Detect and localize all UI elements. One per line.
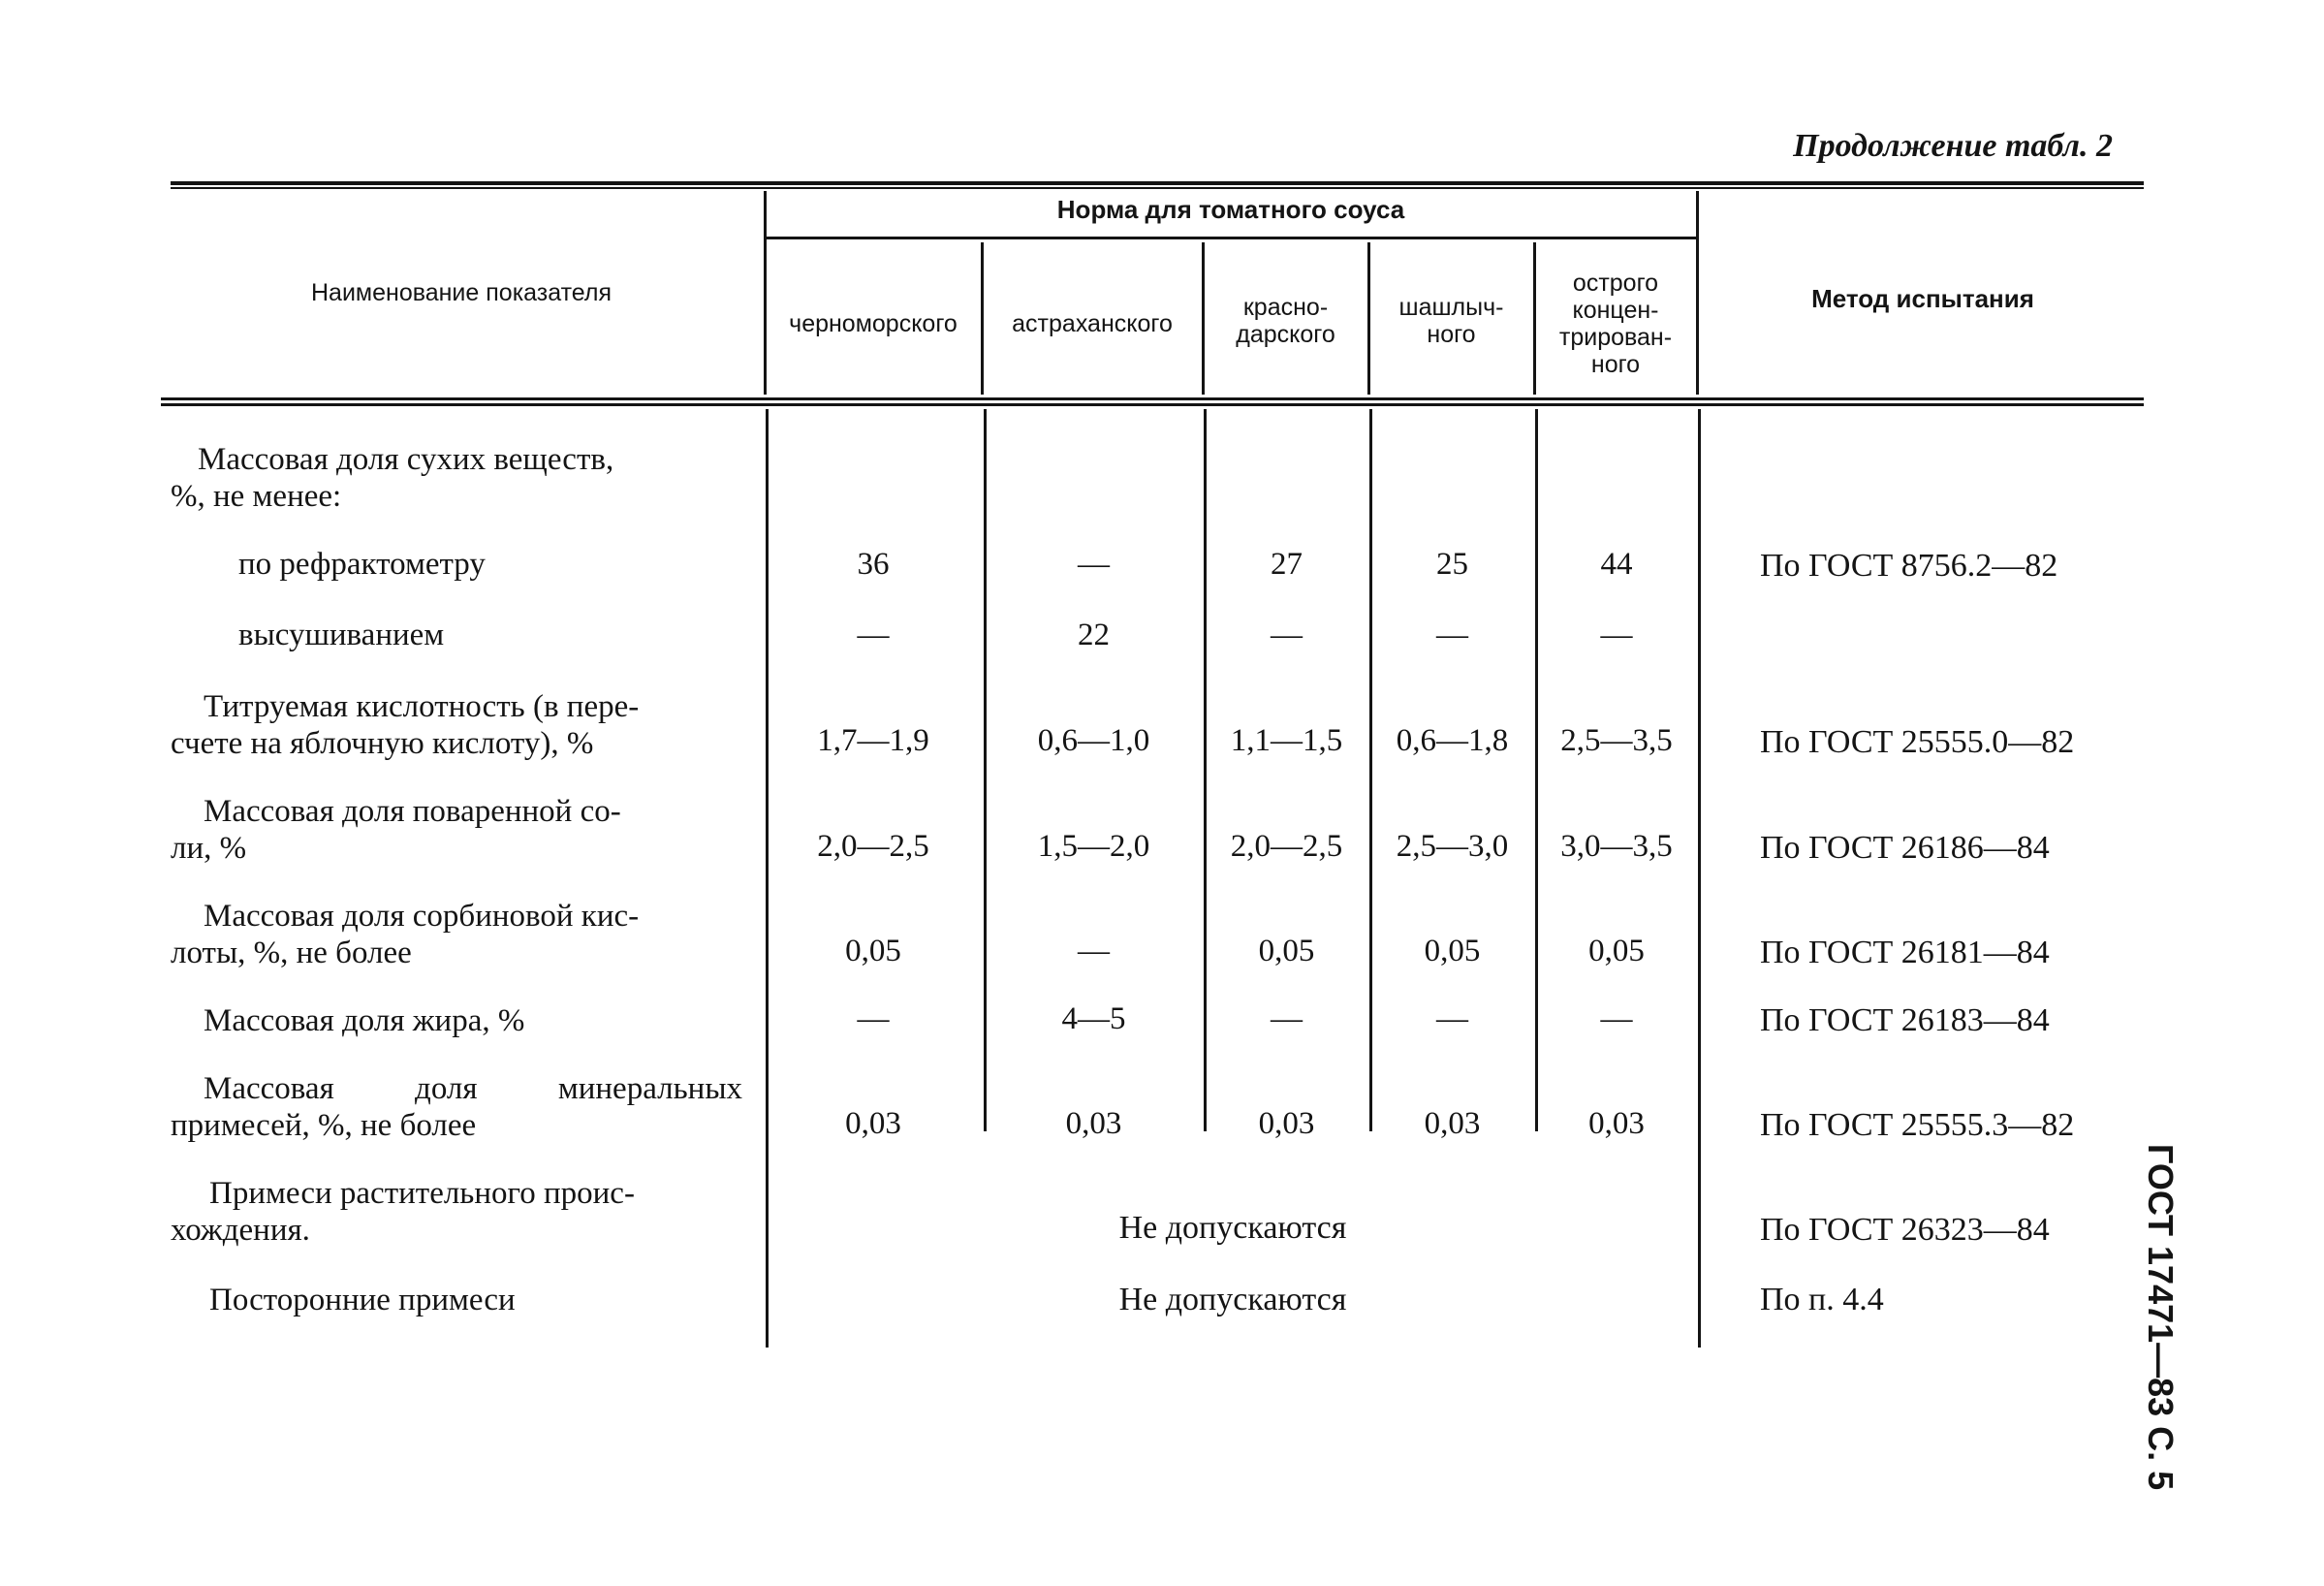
method-cell: По ГОСТ 26183—84 [1760,1002,2050,1038]
row-name-sorbic-acid [171,898,742,971]
value-cell: 1,7—1,9 [817,723,929,758]
method-cell: По ГОСТ 25555.3—82 [1760,1107,2075,1143]
value-cell: 0,6—1,8 [1396,723,1509,758]
row-name-drying: высушиванием [238,618,445,652]
value-cell: — [1436,1001,1468,1036]
header-method: Метод испытания [1811,284,2034,313]
value-cell: 0,03 [1258,1106,1315,1141]
method-cell: По ГОСТ 25555.0—82 [1760,724,2075,760]
row-name-line: Титруемая кислотность (в пере- [204,689,640,724]
row-name-line: Массовая доля сухих веществ, [198,442,614,477]
value-cell: 0,03 [845,1106,901,1141]
value-cell: — [1436,618,1468,652]
header-norm-group: Норма для томатного соуса [1056,195,1405,224]
value-cell: — [1600,618,1633,652]
row-name-refractometer: по рефрактометру [238,547,486,582]
header-bottom-rule-2 [161,403,2144,406]
value-cell: 36 [857,547,890,582]
row-name-line: Примеси растительного проис- [209,1176,635,1211]
header-col-line: концен- [1572,297,1659,324]
value-cell: 2,0—2,5 [1230,829,1343,864]
header-col-krasnodarsky [1204,294,1367,348]
value-cell: — [1271,1001,1303,1036]
row-name-line: примесей, %, не более [171,1108,477,1143]
header-col-astrakhansky [983,310,1202,337]
row-name-line: Массовая доля минеральных [204,1071,742,1106]
row-name-mineral-impurities [171,1070,742,1144]
method-cell: По ГОСТ 26181—84 [1760,935,2050,970]
header-col-shashlychny [1369,294,1533,348]
value-cell: — [1271,618,1303,652]
header-col-ostry [1535,270,1696,378]
side-document-label: ГОСТ 17471—83 С. 5 [2141,1144,2181,1491]
value-cell: 0,03 [1424,1106,1481,1141]
row-name-plant-impurities [171,1175,742,1249]
top-rule [171,181,2144,185]
row-name-line: Массовая доля поваренной со- [204,794,621,829]
value-cell: 27 [1271,547,1303,582]
header-vline-6 [1696,191,1699,395]
header-col-chernomorsky [766,310,981,337]
value-cell: — [1600,1001,1633,1036]
row-name-line: ли, % [171,831,247,866]
header-bottom-rule [161,397,2144,400]
row-name-line: %, не менее: [171,479,342,514]
value-cell: 2,0—2,5 [817,829,929,864]
value-cell: — [1078,934,1110,968]
row-name-line: счете на яблочную кислоту), % [171,726,594,761]
value-cell: 22 [1078,618,1110,652]
header-col-line: шашлыч- [1398,294,1504,321]
value-cell: 0,05 [1588,934,1645,968]
value-cell: 25 [1436,547,1468,582]
value-cell: 0,05 [1258,934,1315,968]
header-col-line: острого [1572,270,1659,297]
value-cell: 4—5 [1061,1001,1126,1036]
body-vline-6 [1698,409,1701,1348]
value-cell: 0,03 [1065,1106,1122,1141]
row-name-line: хождения. [171,1213,310,1248]
header-col-line: ного [1427,321,1476,348]
table-caption: Продолжение табл. 2 [1793,128,2113,164]
header-col-line: красно- [1242,294,1329,321]
row-name-foreign-impurities: Посторонние примеси [209,1283,516,1317]
value-cell: — [857,1001,890,1036]
row-name-dry-matter [171,441,733,515]
top-rule-thin [171,187,2144,189]
value-cell: 1,5—2,0 [1037,829,1150,864]
value-cell: 44 [1600,547,1633,582]
row-name-acidity [171,688,742,762]
row-name-line: лоты, %, не более [171,936,412,970]
header-col-line: астраханского [1012,310,1173,337]
value-cell: — [857,618,890,652]
value-cell: 0,03 [1588,1106,1645,1141]
method-cell: По ГОСТ 26186—84 [1760,830,2050,866]
header-col-line: дарского [1236,321,1335,348]
norm-group-rule [766,237,1696,239]
row-name-salt [171,793,742,867]
method-cell: По ГОСТ 8756.2—82 [1760,548,2058,584]
value-cell: 0,05 [845,934,901,968]
value-cell: 2,5—3,0 [1396,829,1509,864]
method-cell: По ГОСТ 26323—84 [1760,1212,2050,1248]
value-cell: 1,1—1,5 [1230,723,1343,758]
header-col-line: ного [1590,351,1641,378]
span-value-not-allowed: Не допускаются [1118,1210,1347,1246]
header-col-line: черноморского [789,310,958,337]
value-cell: 0,05 [1424,934,1481,968]
value-cell: 3,0—3,5 [1560,829,1673,864]
row-name-fat: Массовая доля жира, % [204,1003,525,1038]
row-name-line: Массовая доля сорбиновой кис- [204,899,640,934]
value-cell: 0,6—1,0 [1037,723,1150,758]
method-cell: По п. 4.4 [1760,1282,1884,1317]
header-indicator: Наименование показателя [311,279,612,306]
value-cell: — [1078,547,1110,582]
value-cell: 2,5—3,5 [1560,723,1673,758]
header-col-line: трирован- [1558,324,1673,351]
span-value-not-allowed: Не допускаются [1118,1282,1347,1317]
